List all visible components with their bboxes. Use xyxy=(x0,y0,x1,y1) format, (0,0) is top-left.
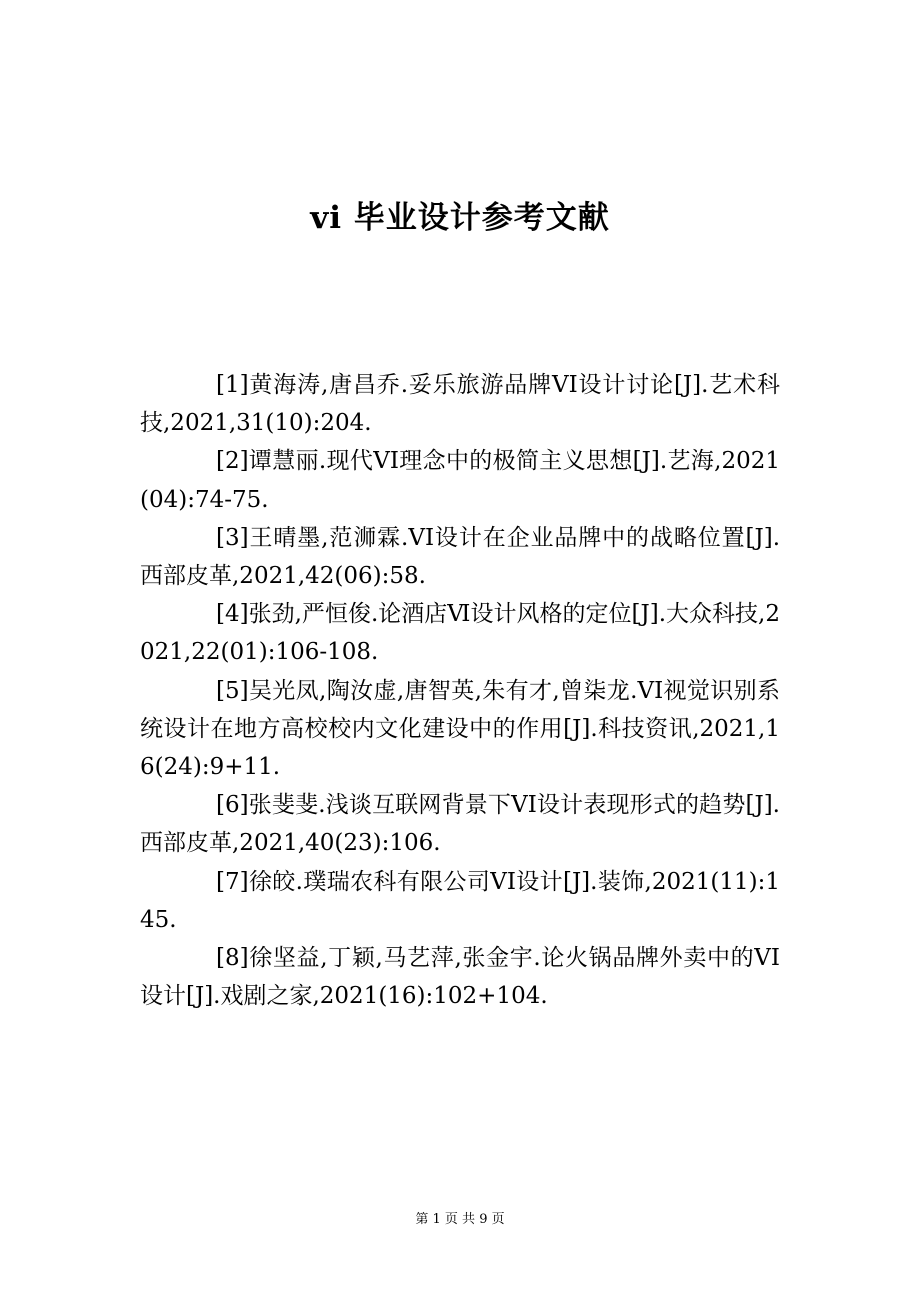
reference-item: [6]张斐斐.浅谈互联网背景下VI设计表现形式的趋势[J].西部皮革,2021,40(23):106. xyxy=(140,792,780,857)
reference-item: [3]王晴墨,范浉霖.VI设计在企业品牌中的战略位置[J].西部皮革,2021,42(06):58. xyxy=(140,524,780,590)
reference-item: [5]吴光凤,陶汝虚,唐智英,朱有才,曾柒龙.VI视觉识别系统设计在地方高校校内文化建设中的作用[J].科技资讯,2021,16(24):9+11. xyxy=(140,677,780,781)
reference-item: [1]黄海涛,唐昌乔.妥乐旅游品牌VI设计讨论[J].艺术科技,2021,31(10):204. xyxy=(140,372,780,437)
reference-list xyxy=(140,366,780,1015)
page-title: vi 毕业设计参考文献 xyxy=(310,200,610,236)
reference-item: [2]谭慧丽.现代VI理念中的极简主义思想[J].艺海,2021(04):74-75. xyxy=(140,448,780,513)
reference-item: [7]徐皎.璞瑞农科有限公司VI设计[J].装饰,2021(11):145. xyxy=(140,868,780,933)
reference-item: [8]徐坚益,丁颖,马艺萍,张金宇.论火锅品牌外卖中的VI设计[J].戏剧之家,2021(16):102+104. xyxy=(140,945,780,1010)
page-footer: 第 1 页 共 9 页 xyxy=(415,1212,505,1227)
reference-item: [4]张劲,严恒俊.论酒店Ⅵ设计风格的定位[J].大众科技,2021,22(01):106-108. xyxy=(140,601,780,666)
